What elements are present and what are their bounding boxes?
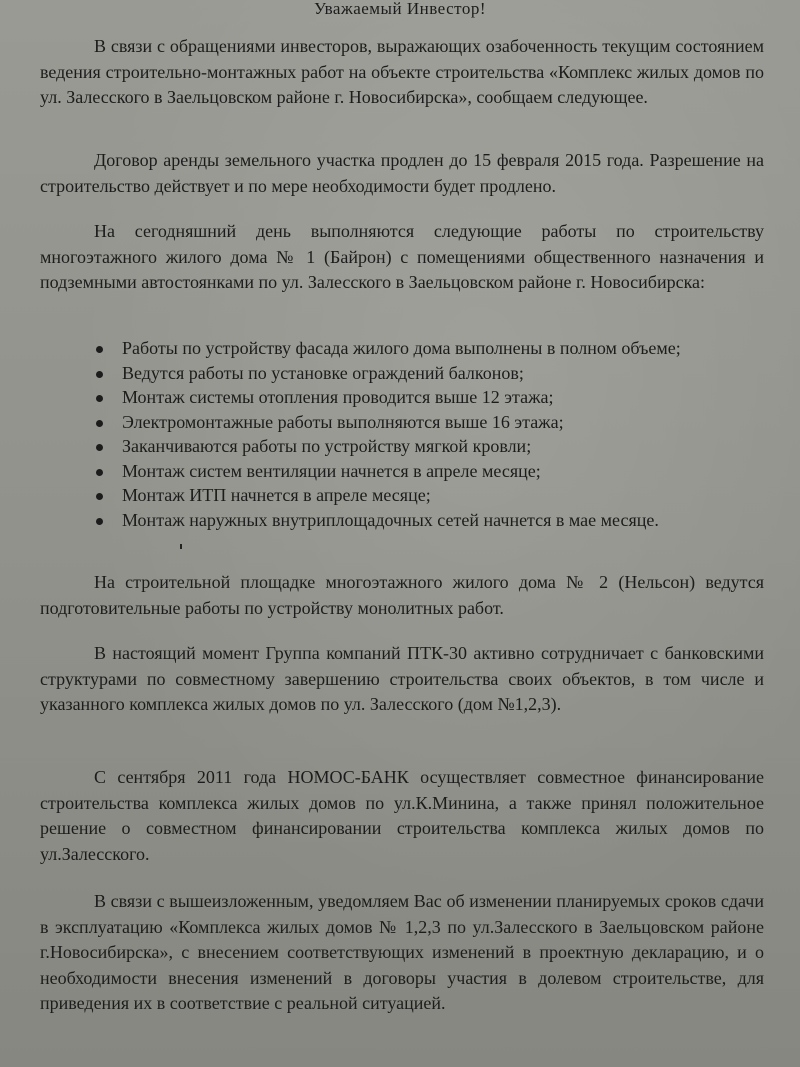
list-item-text: Монтаж ИТП начнется в апреле месяце; xyxy=(122,485,431,505)
letter-greeting: Уважаемый Инвестор! xyxy=(313,0,486,18)
paragraph-bank-cooperation: В настоящий момент Группа компаний ПТК-30 активно сотрудничает с банковскими структурами по совместному завершению строительства своих объектов, в том числе и указанного комплекса жилых домов по ул. Залесского (дом №1,2,3). xyxy=(40,643,764,714)
bullet-icon xyxy=(96,518,103,525)
list-item xyxy=(96,385,776,410)
list-item-text: Заканчиваются работы по устройству мягкой кровли; xyxy=(122,436,532,456)
list-item xyxy=(96,459,776,484)
bullet-icon xyxy=(96,395,103,402)
list-item xyxy=(96,336,776,361)
list-item xyxy=(96,410,776,435)
list-item xyxy=(96,434,776,459)
bullet-icon xyxy=(96,371,103,378)
paragraph-intro: В связи с обращениями инвесторов, выражающих озабоченность текущим состоянием ведения строительно-монтажных работ на объекте строительства «Комплекс жилых домов по ул. Залесского в Заельцовском районе г. Новосибирска», сообщаем следующее. xyxy=(40,36,764,107)
list-item-text: Электромонтажные работы выполняются выше 16 этажа; xyxy=(122,411,564,432)
bullet-icon xyxy=(96,420,103,427)
ink-speck xyxy=(180,544,182,549)
list-item-text: Работы по устройству фасада жилого дома выполнены в полном объеме; xyxy=(122,338,681,358)
paragraph-nomos-bank: С сентября 2011 года НОМОС-БАНК осуществляет совместное финансирование строительства комплекса жилых домов по ул.К.Минина, а также принял положительное решение о совместном финансировании строительства комплекса жилых домов по ул.Залесского. xyxy=(40,767,764,864)
bullet-icon xyxy=(96,493,103,500)
bullet-icon xyxy=(96,469,103,476)
list-item xyxy=(96,361,776,386)
works-list xyxy=(96,336,776,532)
bullet-icon xyxy=(96,444,103,451)
paragraph-land-lease: Договор аренды земельного участка продлен до 15 февраля 2015 года. Разрешение на строительство действует и по мере необходимости будет продлено. xyxy=(40,150,764,196)
paragraph-notification: В связи с вышеизложенным, уведомляем Вас об изменении планируемых сроков сдачи в эксплуатацию «Комплекса жилых домов № 1,2,3 по ул.Залесского в Заельцовском районе г.Новосибирска», с внесением соответствующих изменений в проектную декларацию, и о необходимости внесения изменений в договоры участия в долевом строительстве, для приведения их в соответствие с реальной ситуацией. xyxy=(40,891,764,1013)
list-item xyxy=(96,508,776,533)
list-item-text: Ведутся работы по установке ограждений балконов; xyxy=(122,362,524,383)
paragraph-current-works: На сегодняшний день выполняются следующие работы по строительству многоэтажного жилого дома № 1 (Байрон) с помещениями общественного назначения и подземными автостоянками по ул. Залесского в Заельцовском районе г. Новосибирска: xyxy=(40,221,764,292)
list-item-text: Монтаж системы отопления проводится выше 12 этажа; xyxy=(122,387,554,407)
list-item-text: Монтаж наружных внутриплощадочных сетей начнется в мае месяце. xyxy=(122,509,659,530)
bullet-icon xyxy=(96,346,103,353)
list-item-text: Монтаж систем вентиляции начнется в апреле месяце; xyxy=(122,460,541,481)
paragraph-house-2: На строительной площадке многоэтажного жилого дома № 2 (Нельсон) ведутся подготовительные работы по устройству монолитных работ. xyxy=(40,572,764,618)
list-item xyxy=(96,483,776,508)
